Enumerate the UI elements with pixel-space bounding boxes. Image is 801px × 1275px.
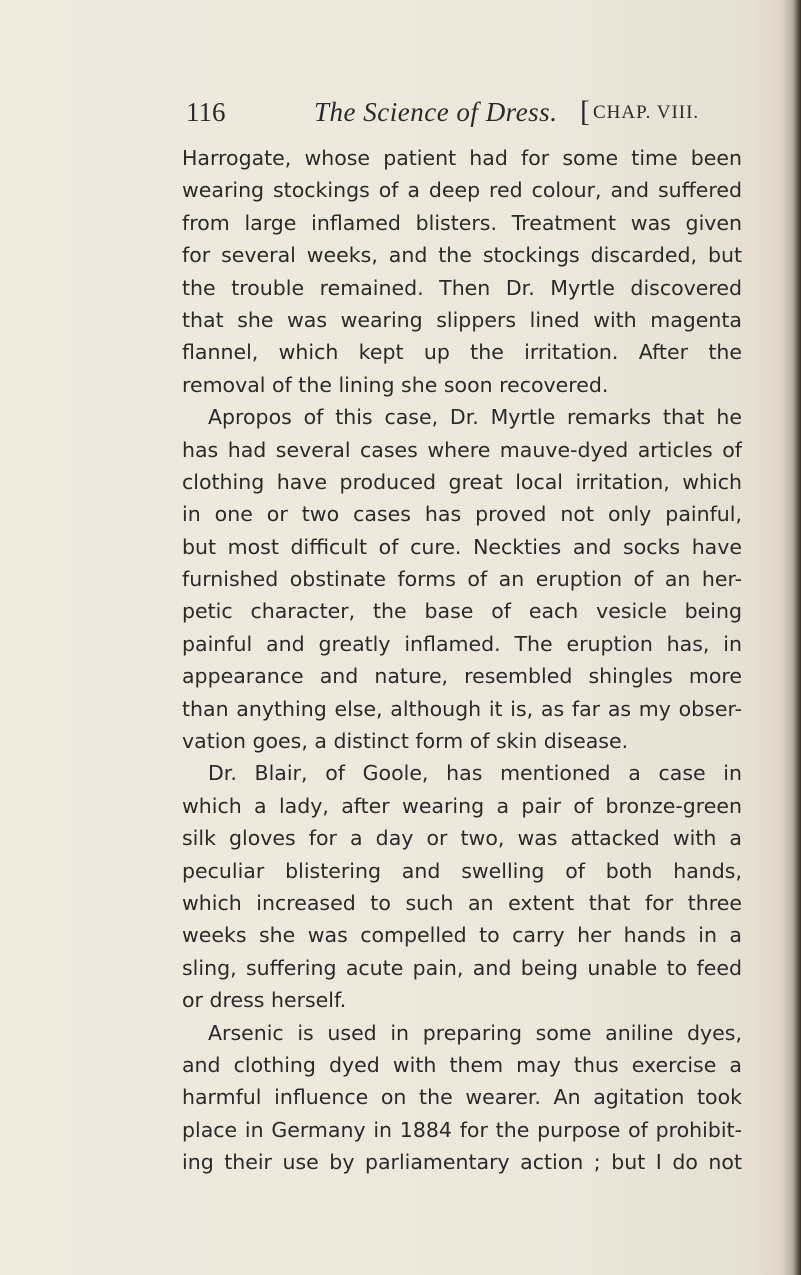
page-header — [186, 92, 746, 132]
text-line: the trouble remained. Then Dr. Myrtle discovered — [182, 275, 742, 300]
chapter-bracket: [ — [580, 95, 591, 128]
body-text — [182, 142, 742, 1179]
text-line: ing their use by parliamentary action ; but I do not — [182, 1150, 742, 1175]
text-line: flannel, which kept up the irritation. After the — [182, 340, 742, 365]
text-line: sling, suffering acute pain, and being unable to feed — [182, 955, 742, 980]
text-line: than anything else, although it is, as far as my obser- — [182, 696, 742, 721]
paragraph-2 — [182, 401, 742, 757]
text-line: clothing have produced great local irritation, which — [182, 469, 742, 494]
text-line: weeks she was compelled to carry her hands in a — [182, 923, 742, 948]
paragraph-3 — [182, 757, 742, 1016]
text-line: Arsenic is used in preparing some aniline dyes, — [208, 1020, 742, 1045]
text-line: harmful influence on the wearer. An agitation took — [182, 1085, 742, 1110]
text-line: vation goes, a distinct form of skin disease. — [182, 729, 629, 754]
text-line: Dr. Blair, of Goole, has mentioned a case in — [208, 761, 742, 786]
text-line: which increased to such an extent that for three — [182, 890, 742, 915]
text-line: and clothing dyed with them may thus exercise a — [182, 1052, 742, 1077]
running-title: The Science of Dress. — [314, 97, 558, 127]
text-line: that she was wearing slippers lined with magenta — [182, 307, 742, 332]
text-line: wearing stockings of a deep red colour, and suffered — [182, 178, 742, 203]
page-number: 116 — [186, 97, 226, 127]
text-line: place in Germany in 1884 for the purpose of prohibit- — [182, 1117, 742, 1142]
text-line: removal of the lining she soon recovered. — [182, 372, 609, 397]
text-line: appearance and nature, resembled shingles more — [182, 664, 742, 689]
text-line: petic character, the base of each vesicle being — [182, 599, 742, 624]
paragraph-1 — [182, 142, 742, 401]
text-line: or dress herself. — [182, 988, 347, 1013]
page-edge-shadow — [781, 0, 801, 1275]
chapter-label — [580, 92, 699, 133]
text-line: Harrogate, whose patient had for some time been — [182, 146, 742, 170]
text-line: peculiar blistering and swelling of both hands, — [182, 858, 742, 883]
text-line: from large inflamed blisters. Treatment was given — [182, 210, 742, 235]
text-line: painful and greatly inflamed. The eruption has, in — [182, 631, 742, 656]
paragraph-4 — [182, 1017, 742, 1179]
text-line: which a lady, after wearing a pair of bronze-green — [182, 793, 742, 818]
chapter-text: CHAP. VIII. — [593, 102, 700, 123]
text-line: furnished obstinate forms of an eruption of an her- — [182, 567, 742, 592]
text-line: Apropos of this case, Dr. Myrtle remarks that he — [208, 405, 742, 430]
text-line: in one or two cases has proved not only painful, — [182, 502, 742, 527]
text-line: but most difficult of cure. Neckties and socks have — [182, 534, 742, 559]
text-line: has had several cases where mauve-dyed articles of — [182, 437, 742, 462]
text-line: silk gloves for a day or two, was attacked with a — [182, 826, 742, 851]
text-line: for several weeks, and the stockings discarded, but — [182, 243, 742, 268]
